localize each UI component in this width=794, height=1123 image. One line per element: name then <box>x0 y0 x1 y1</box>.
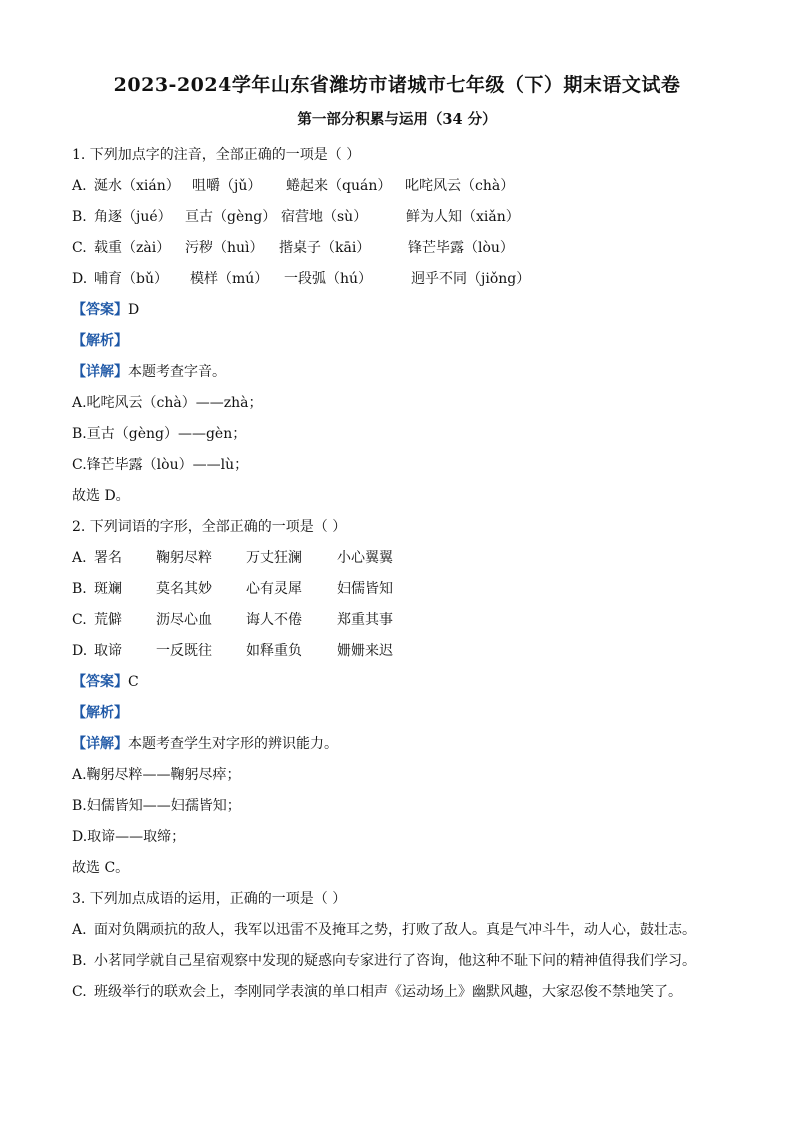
question-1-detail <box>72 357 732 388</box>
answer-tag: 【答案】 <box>72 674 128 690</box>
question-1-option-c <box>72 233 732 264</box>
detail-tag: 【详解】 <box>72 364 128 380</box>
option-letter: C. <box>72 984 87 1000</box>
detail-tag: 【详解】 <box>72 736 128 752</box>
option-item: 叱咤风云（chà） <box>405 178 515 194</box>
explanation-line: D.取谛——取缔； <box>72 829 186 845</box>
option-item: 污秽（huì） <box>185 240 264 256</box>
question-2-option-a <box>72 543 732 574</box>
question-1-option-d <box>72 264 732 295</box>
option-text: 面对负隅顽抗的敌人，我军以迅雷不及掩耳之势，打败了敌人。真是气冲斗牛，动人心，鼓壮志。 <box>94 922 696 938</box>
option-item: 一反既往 <box>156 643 212 659</box>
option-item: 如释重负 <box>246 643 302 659</box>
option-item: 宿营地（sù） <box>281 209 368 225</box>
question-1-answer <box>72 295 732 326</box>
option-item: 心有灵犀 <box>246 581 302 597</box>
option-item: 咀嚼（jǔ） <box>192 178 262 194</box>
question-2-option-b <box>72 574 732 605</box>
option-item: 涎水（xián） <box>94 178 180 194</box>
question-3-option-a <box>72 915 732 946</box>
question-2-option-c <box>72 605 732 636</box>
explanation-line: B.妇儒皆知——妇孺皆知； <box>72 798 241 814</box>
question-2-answer <box>72 667 732 698</box>
answer-tag: 【答案】 <box>72 302 128 318</box>
option-letter: D. <box>72 271 88 287</box>
option-item: 荒僻 <box>94 612 122 628</box>
option-letter: D. <box>72 643 88 659</box>
option-item: 取谛 <box>94 643 122 659</box>
question-2-stem: 2. 下列词语的字形，全部正确的一项是（ ） <box>72 519 347 535</box>
option-letter: A. <box>72 550 87 566</box>
option-letter: B. <box>72 209 87 225</box>
option-item: 郑重其事 <box>337 612 393 628</box>
explanation-line: A.叱咤风云（chà）——zhà； <box>72 395 263 411</box>
explanation-line: C.锋芒毕露（lòu）——lù； <box>72 457 249 473</box>
option-item: 姗姗来迟 <box>337 643 393 659</box>
option-item: 诲人不倦 <box>246 612 302 628</box>
question-2-conclusion: 故选 C。 <box>72 860 130 876</box>
question-1-conclusion: 故选 D。 <box>72 488 130 504</box>
page-title: 2023-2024学年山东省潍坊市诸城市七年级（下）期末语文试卷 <box>113 74 681 96</box>
option-item: 模样（mú） <box>190 271 269 287</box>
question-1-stem: 1. 下列加点字的注音，全部正确的一项是（ ） <box>72 147 361 163</box>
question-1-option-a <box>72 171 732 202</box>
detail-text: 本题考查学生对字形的辨识能力。 <box>128 736 338 752</box>
question-1-option-b <box>72 202 732 233</box>
exam-content <box>72 140 732 1008</box>
option-letter: C. <box>72 612 87 628</box>
option-letter: A. <box>72 178 87 194</box>
section-title: 第一部分积累与运用（34 分） <box>297 111 497 128</box>
option-item: 哺育（bǔ） <box>94 271 168 287</box>
option-item: 角逐（jué） <box>94 209 172 225</box>
question-3-stem: 3. 下列加点成语的运用，正确的一项是（ ） <box>72 891 347 907</box>
option-item: 亘古（gèng） <box>185 209 277 225</box>
question-3-option-b <box>72 946 732 977</box>
option-item: 小心翼翼 <box>337 550 393 566</box>
option-letter: C. <box>72 240 87 256</box>
question-2-detail <box>72 729 732 760</box>
option-letter: B. <box>72 953 87 969</box>
option-item: 万丈狂澜 <box>246 550 302 566</box>
answer-value: D <box>128 302 140 318</box>
option-item: 斑斓 <box>94 581 122 597</box>
option-item: 锋芒毕露（lòu） <box>408 240 514 256</box>
option-letter: A. <box>72 922 87 938</box>
option-item: 一段弧（hú） <box>284 271 373 287</box>
explanation-line: B.亘古（gèng）——gèn； <box>72 426 247 442</box>
option-item: 载重（zài） <box>94 240 171 256</box>
analysis-tag: 【解析】 <box>72 705 128 721</box>
question-3-option-c <box>72 977 732 1008</box>
question-2-analysis <box>72 698 732 729</box>
explanation-line: A.鞠躬尽粹——鞠躬尽瘁； <box>72 767 241 783</box>
option-item: 鲜为人知（xiǎn） <box>406 209 520 225</box>
option-item: 沥尽心血 <box>156 612 212 628</box>
option-letter: B. <box>72 581 87 597</box>
option-text: 小茗同学就自己星宿观察中发现的疑惑向专家进行了咨询，他这种不耻下问的精神值得我们学习。 <box>94 953 696 969</box>
option-item: 莫名其妙 <box>156 581 212 597</box>
option-item: 鞠躬尽粹 <box>156 550 212 566</box>
analysis-tag: 【解析】 <box>72 333 128 349</box>
option-item: 揩桌子（kāi） <box>279 240 371 256</box>
question-2-option-d <box>72 636 732 667</box>
option-item: 妇儒皆知 <box>337 581 393 597</box>
option-item: 迥乎不同（jiǒng） <box>411 271 531 287</box>
detail-text: 本题考查字音。 <box>128 364 226 380</box>
option-item: 蜷起来（quán） <box>286 178 392 194</box>
option-text: 班级举行的联欢会上，李刚同学表演的单口相声《运动场上》幽默风趣，大家忍俊不禁地笑了。 <box>94 984 682 1000</box>
question-1-analysis <box>72 326 732 357</box>
answer-value: C <box>128 674 139 690</box>
option-item: 署名 <box>94 550 122 566</box>
